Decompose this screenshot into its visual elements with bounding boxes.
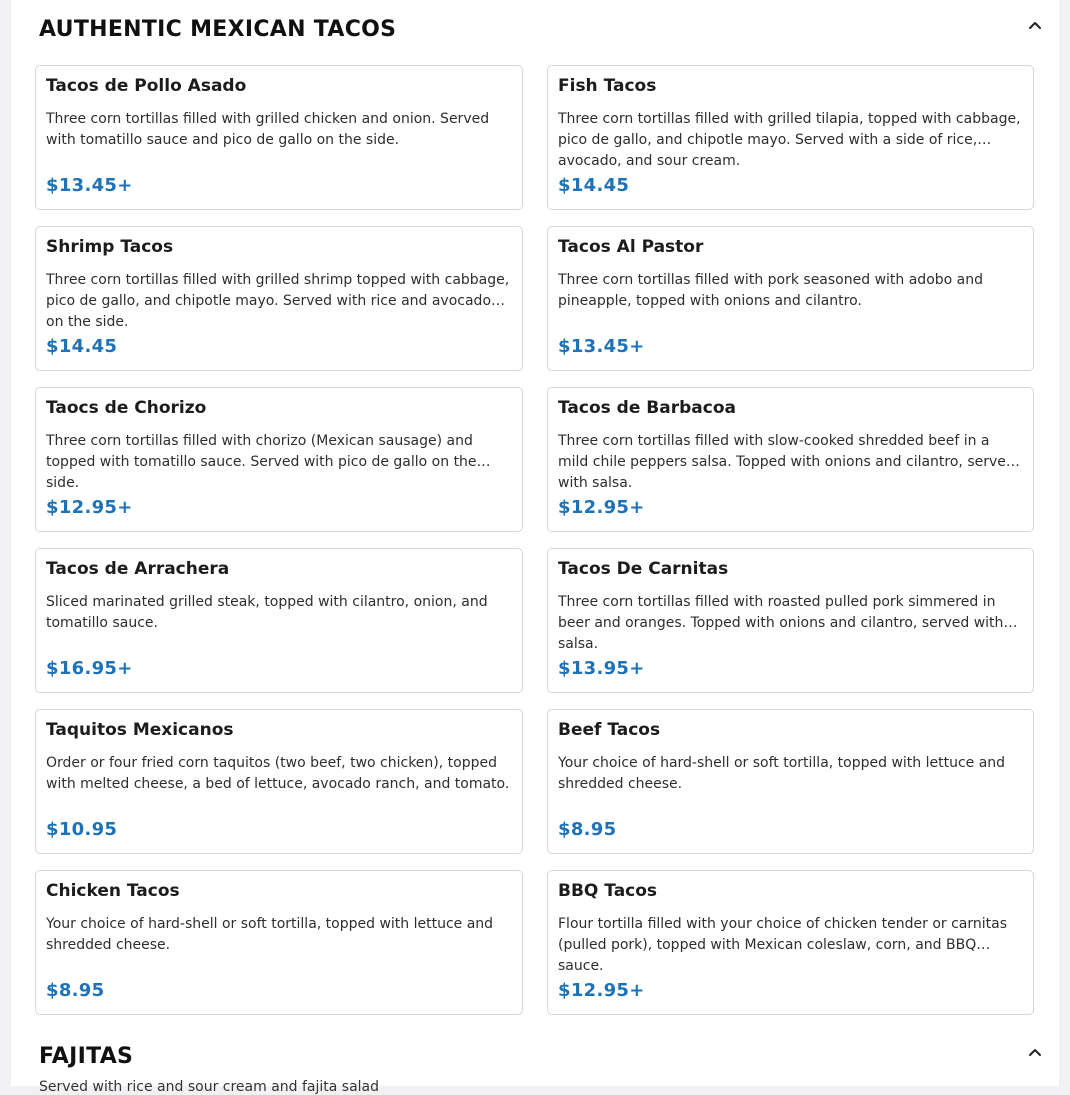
item-price: $10.95	[46, 819, 118, 840]
item-price: $12.95+	[558, 497, 645, 518]
item-price: $16.95+	[46, 658, 133, 679]
item-description: Three corn tortillas filled with grilled tilapia, topped with cabbage, pico de gallo, and chipotle mayo. Served with a side of rice, avocado, and sour cream.	[558, 111, 1021, 169]
item-description: Three corn tortillas filled with slow-cooked shredded beef in a mild chile peppers salsa. Topped with onions and cilantro, served with salsa.	[558, 433, 1015, 491]
item-description: Three corn tortillas filled with grilled shrimp topped with cabbage, pico de gallo, and chipotle mayo. Served with rice and avocado on the side.	[46, 272, 510, 330]
collapse-section-button[interactable]	[1021, 11, 1049, 39]
menu-item-card[interactable]	[547, 65, 1034, 210]
item-price: $14.45	[46, 336, 118, 357]
menu-page	[11, 0, 1059, 1095]
item-description: Three corn tortillas filled with chorizo (Mexican sausage) and topped with tomatillo sauce. Served with pico de gallo on the side.	[46, 433, 477, 491]
item-price: $12.95+	[46, 497, 133, 518]
section-subtitle: Served with rice and sour cream and fajita salad	[39, 1079, 380, 1095]
section-header-tacos	[39, 17, 1039, 57]
item-name: Tacos De Carnitas	[558, 559, 729, 579]
item-description: Order or four fried corn taquitos (two beef, two chicken), topped with melted cheese, a bed of lettuce, avocado ranch, and tomato.	[46, 755, 510, 792]
item-price: $13.45+	[46, 175, 133, 196]
item-description: Your choice of hard-shell or soft tortilla, topped with lettuce and shredded cheese.	[558, 755, 1006, 792]
item-description: Three corn tortillas filled with pork seasoned with adobo and pineapple, topped with onions and cilantro.	[558, 272, 983, 309]
menu-item-card[interactable]	[547, 709, 1034, 854]
item-name: Taquitos Mexicanos	[46, 720, 234, 740]
item-name: Tacos de Arrachera	[46, 559, 230, 579]
item-price: $8.95	[558, 819, 617, 840]
menu-item-card[interactable]	[35, 870, 523, 1015]
collapse-section-button[interactable]	[1021, 1038, 1049, 1066]
menu-item-card[interactable]	[35, 226, 523, 371]
menu-item-card[interactable]	[547, 870, 1034, 1015]
menu-item-card[interactable]	[35, 548, 523, 693]
item-description: Three corn tortillas filled with roasted pulled pork simmered in beer and oranges. Topped with onions and cilantro, served with salsa.	[558, 594, 1004, 652]
menu-item-card[interactable]	[547, 226, 1034, 371]
item-name: Chicken Tacos	[46, 881, 180, 901]
item-name: Shrimp Tacos	[46, 237, 174, 257]
section-header-fajitas	[39, 1044, 1039, 1084]
menu-item-card[interactable]	[547, 387, 1034, 532]
section-title: FAJITAS	[39, 1044, 134, 1069]
item-name: BBQ Tacos	[558, 881, 658, 901]
section-title: AUTHENTIC MEXICAN TACOS	[39, 17, 397, 42]
menu-item-grid	[35, 65, 1034, 1015]
item-price: $8.95	[46, 980, 105, 1001]
menu-item-card[interactable]	[35, 709, 523, 854]
item-name: Taocs de Chorizo	[46, 398, 207, 418]
item-price: $13.45+	[558, 336, 645, 357]
chevron-up-icon	[1027, 1044, 1043, 1060]
menu-item-card[interactable]	[547, 548, 1034, 693]
item-name: Beef Tacos	[558, 720, 661, 740]
item-name: Tacos de Barbacoa	[558, 398, 736, 418]
item-price: $14.45	[558, 175, 630, 196]
menu-item-card[interactable]	[35, 65, 523, 210]
item-name: Tacos Al Pastor	[558, 237, 704, 257]
item-description: Flour tortilla filled with your choice of chicken tender or carnitas (pulled pork), topped with Mexican coleslaw, corn, and BBQ sauce.	[558, 916, 1008, 974]
item-name: Tacos de Pollo Asado	[46, 76, 247, 96]
item-price: $12.95+	[558, 980, 645, 1001]
menu-item-card[interactable]	[35, 387, 523, 532]
item-description: Your choice of hard-shell or soft tortilla, topped with lettuce and shredded cheese.	[46, 916, 494, 953]
item-price: $13.95+	[558, 658, 645, 679]
item-description: Sliced marinated grilled steak, topped with cilantro, onion, and tomatillo sauce.	[46, 594, 488, 631]
chevron-up-icon	[1027, 17, 1043, 33]
item-description: Three corn tortillas filled with grilled chicken and onion. Served with tomatillo sauce and pico de gallo on the side.	[46, 111, 490, 148]
item-name: Fish Tacos	[558, 76, 657, 96]
